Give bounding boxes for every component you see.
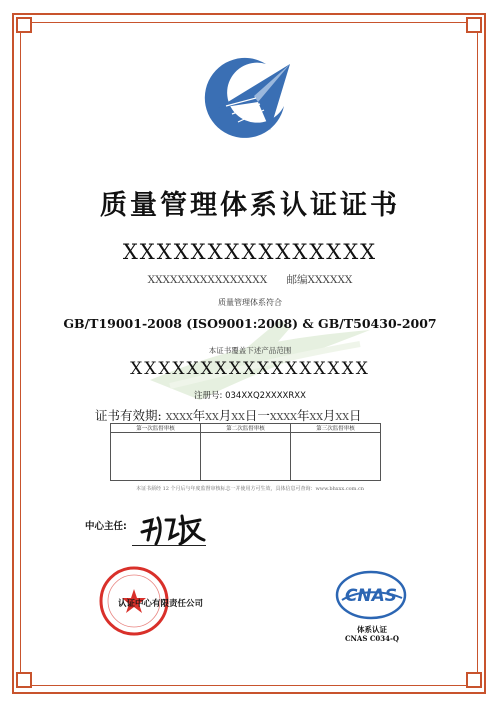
address-line — [0, 272, 500, 287]
registration-number: 注册号: 034XXQ2XXXXRXX — [194, 391, 306, 401]
corner-ornament-bottom-right — [466, 672, 482, 688]
audit-table — [110, 423, 381, 481]
footnote: 本证书须经 12 个月后与年度监督审核标志一并使用方可生效，具体信息可查询：www.bhxxx.com.cn — [135, 486, 364, 492]
certificate-title: 质量管理体系认证证书 — [100, 190, 400, 221]
signature-line — [132, 545, 206, 546]
audit-cell-2 — [201, 433, 291, 481]
cnas-code: CNAS C034-Q — [344, 634, 400, 643]
year-char-2: 年 — [296, 408, 310, 423]
cnas-label: 体系认证 — [357, 625, 387, 634]
start-day: XX — [231, 412, 245, 423]
audit-cell-1 — [111, 433, 201, 481]
end-day: XX — [335, 412, 350, 423]
conformity-label: 质量管理体系符合 — [218, 298, 282, 307]
end-year: XXXX — [269, 412, 297, 423]
audit-header-3: 第三次监督审核 — [291, 424, 381, 433]
month-char-2: 月 — [323, 408, 336, 423]
cnas-logo-text: CNAS — [344, 586, 398, 606]
month-char: 月 — [218, 408, 232, 423]
audit-cell-3 — [291, 433, 381, 481]
corner-ornament-top-right — [466, 17, 482, 33]
start-month: XX — [205, 412, 219, 423]
postcode: 邮编XXXXXX — [286, 274, 353, 286]
day-char-2: 日 — [349, 408, 362, 423]
end-month: XX — [309, 412, 323, 423]
dash: 一 — [257, 408, 270, 423]
corner-ornament-bottom-left — [16, 672, 32, 688]
product-scope: XXXXXXXXXXXXXXXXX — [130, 359, 370, 379]
corner-ornament-top-left — [16, 17, 32, 33]
year-char: 年 — [192, 408, 206, 423]
standard-line: GB/T19001-2008 (ISO9001:2008) & GB/T50430-2007 — [63, 316, 437, 331]
audit-header-2: 第二次监督审核 — [201, 424, 291, 433]
signature-icon — [138, 510, 208, 550]
scope-label: 本证书覆盖下述产品范围 — [208, 346, 292, 355]
audit-header-1: 第一次监督审核 — [111, 424, 201, 433]
validity-label: 证书有效期: — [95, 408, 162, 423]
validity-period — [95, 406, 362, 424]
address: XXXXXXXXXXXXXXXX — [147, 274, 268, 286]
day-char: 日 — [244, 408, 258, 423]
start-year: XXXX — [165, 412, 193, 423]
cnas-badge-icon — [334, 568, 408, 622]
director-label: 中心主任: — [85, 521, 127, 532]
organization-name: XXXXXXXXXXXXXXX — [122, 240, 378, 264]
plane-swoosh-logo-icon — [196, 50, 296, 145]
company-name: 认证中心有限责任公司 — [118, 599, 204, 609]
